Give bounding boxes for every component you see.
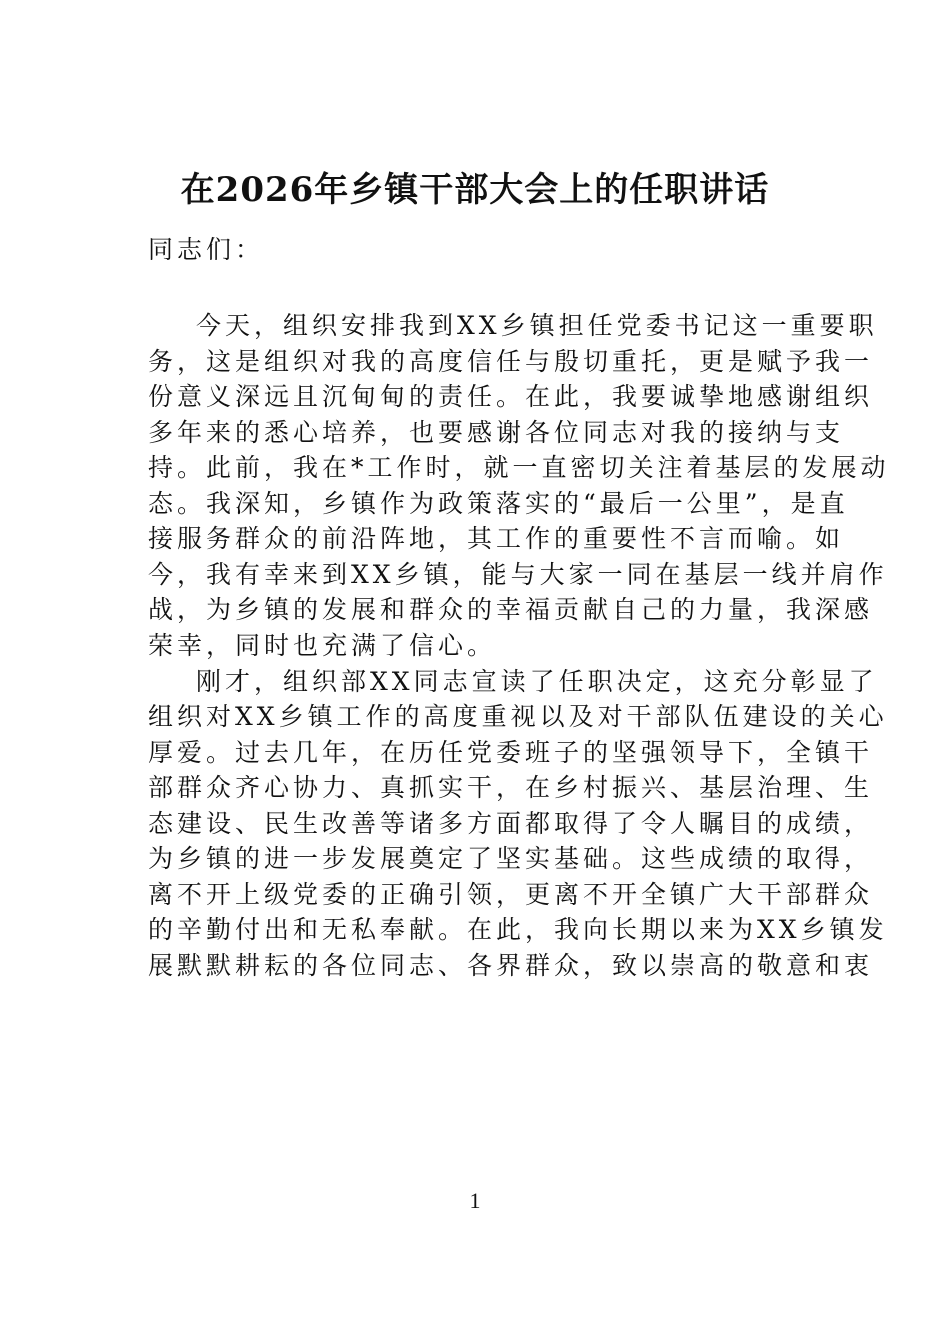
paragraph-line: 战，为乡镇的发展和群众的幸福贡献自己的力量，我深感 — [148, 595, 874, 625]
paragraph-line: 的辛勤付出和无私奉献。在此，我向长期以来为XX乡镇发 — [148, 915, 888, 945]
paragraph-line: 荣幸，同时也充满了信心。 — [148, 630, 497, 660]
paragraph-line: 离不开上级党委的正确引领，更离不开全镇广大干部群众 — [148, 879, 874, 909]
paragraph-line: 多年来的悉心培养，也要感谢各位同志对我的接纳与支 — [148, 417, 845, 447]
paragraph-line: 刚才，组织部XX同志宣读了任职决定，这充分彰显了 — [196, 666, 878, 696]
paragraph-line: 组织对XX乡镇工作的高度重视以及对干部队伍建设的关心 — [148, 702, 888, 732]
paragraph-line: 份意义深远且沉甸甸的责任。在此，我要诚挚地感谢组织 — [148, 382, 874, 412]
paragraph-line: 部群众齐心协力、真抓实干，在乡村振兴、基层治理、生 — [148, 773, 874, 803]
salutation: 同志们： — [148, 235, 265, 264]
paragraph-line: 态。我深知，乡镇作为政策落实的“最后一公里”，是直 — [148, 488, 849, 518]
page-number: 1 — [469, 1188, 481, 1213]
paragraph-line: 接服务群众的前沿阵地，其工作的重要性不言而喻。如 — [148, 524, 845, 554]
paragraph-line: 务，这是组织对我的高度信任与殷切重托，更是赋予我一 — [148, 346, 874, 376]
document-title: 在2026年乡镇干部大会上的任职讲话 — [180, 170, 770, 210]
paragraph-line: 持。此前，我在*工作时，就一直密切关注着基层的发展动 — [148, 453, 890, 483]
paragraph-line: 厚爱。过去几年，在历任党委班子的坚强领导下，全镇干 — [148, 737, 874, 767]
paragraph-line: 态建设、民生改善等诸多方面都取得了令人瞩目的成绩， — [148, 808, 874, 838]
paragraph-line: 今，我有幸来到XX乡镇，能与大家一同在基层一线并肩作 — [148, 559, 888, 589]
paragraph-line: 展默默耕耘的各位同志、各界群众，致以崇高的敬意和衷 — [148, 950, 874, 980]
paragraph-line: 为乡镇的进一步发展奠定了坚实基础。这些成绩的取得， — [148, 844, 874, 874]
paragraph-line: 今天，组织安排我到XX乡镇担任党委书记这一重要职 — [196, 311, 878, 340]
